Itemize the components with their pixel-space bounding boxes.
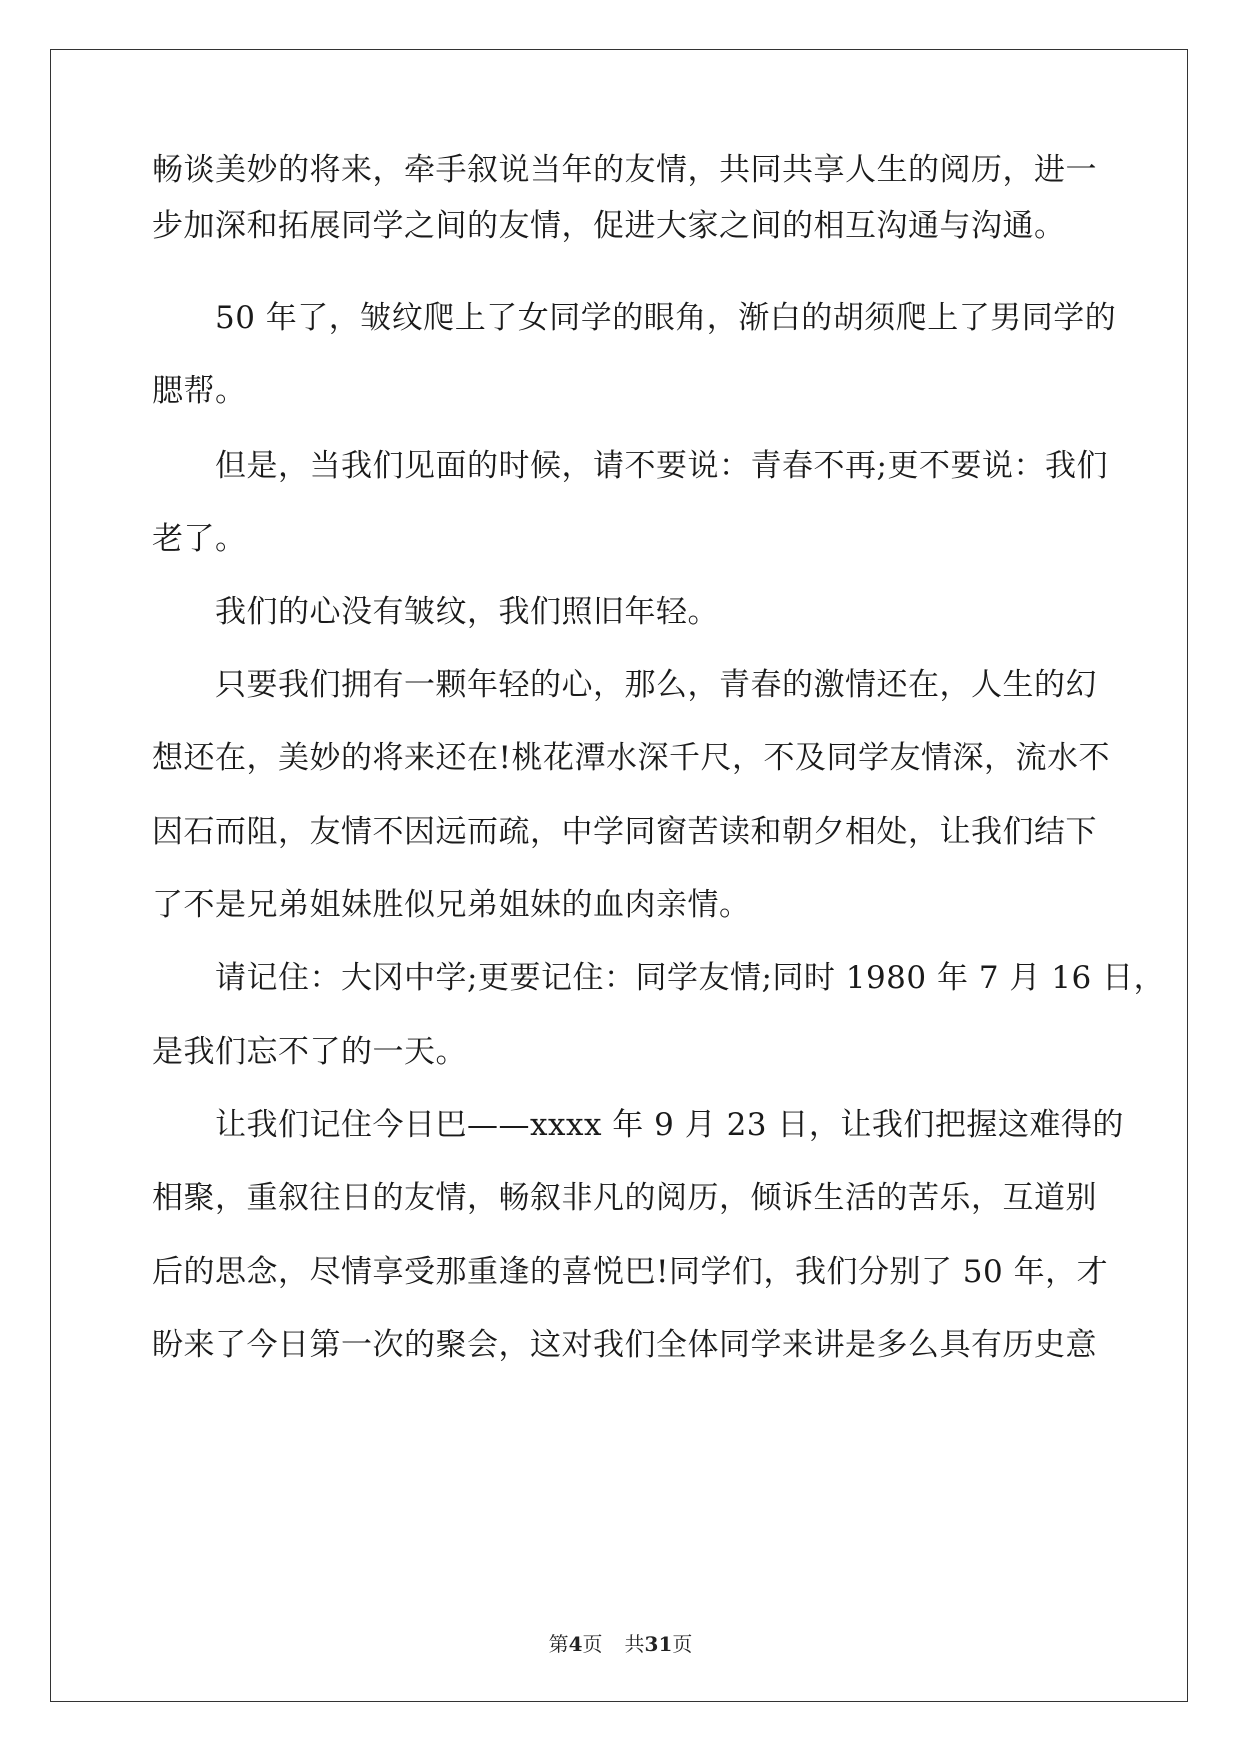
text-line: 是我们忘不了的一天。 [152,1034,467,1070]
text-line: 请记住：大冈中学;更要记住：同学友情;同时 1980 年 7 月 16 日， [215,960,1166,996]
text-line: 畅谈美妙的将来，牵手叙说当年的友情，共同共享人生的阅历，进一 [152,152,1097,188]
text-line: 老了。 [152,521,247,557]
text-line: 让我们记住今日巴——xxxx 年 9 月 23 日，让我们把握这难得的 [215,1107,1124,1143]
text-line: 只要我们拥有一颗年轻的心，那么，青春的激情还在，人生的幻 [215,667,1097,703]
page-prefix: 第 [548,1632,569,1656]
text-line: 50 年了，皱纹爬上了女同学的眼角，渐白的胡须爬上了男同学的 [215,300,1117,336]
text-line: 步加深和拓展同学之间的友情，促进大家之间的相互沟通与沟通。 [152,208,1066,244]
page-footer [0,1632,1241,1656]
total-prefix: 共 [624,1632,645,1656]
total-suffix: 页 [672,1632,693,1656]
page-number: 4 [568,1632,583,1656]
page-suffix: 页 [582,1632,603,1656]
text-line: 但是，当我们见面的时候，请不要说：青春不再;更不要说：我们 [215,448,1108,484]
text-line: 腮帮。 [152,373,247,409]
text-line: 因石而阻，友情不因远而疏，中学同窗苦读和朝夕相处，让我们结下 [152,814,1097,850]
text-line: 想还在，美妙的将来还在!桃花潭水深千尺，不及同学友情深，流水不 [152,740,1110,776]
text-line: 了不是兄弟姐妹胜似兄弟姐妹的血肉亲情。 [152,887,751,923]
page-border [50,49,1188,1702]
text-line: 相聚，重叙往日的友情，畅叙非凡的阅历，倾诉生活的苦乐，互道别 [152,1180,1097,1216]
text-line: 盼来了今日第一次的聚会，这对我们全体同学来讲是多么具有历史意 [152,1327,1097,1363]
total-pages: 31 [644,1632,673,1656]
text-line: 我们的心没有皱纹，我们照旧年轻。 [215,594,719,630]
text-line: 后的思念，尽情享受那重逢的喜悦巴!同学们，我们分别了 50 年，才 [152,1254,1109,1290]
